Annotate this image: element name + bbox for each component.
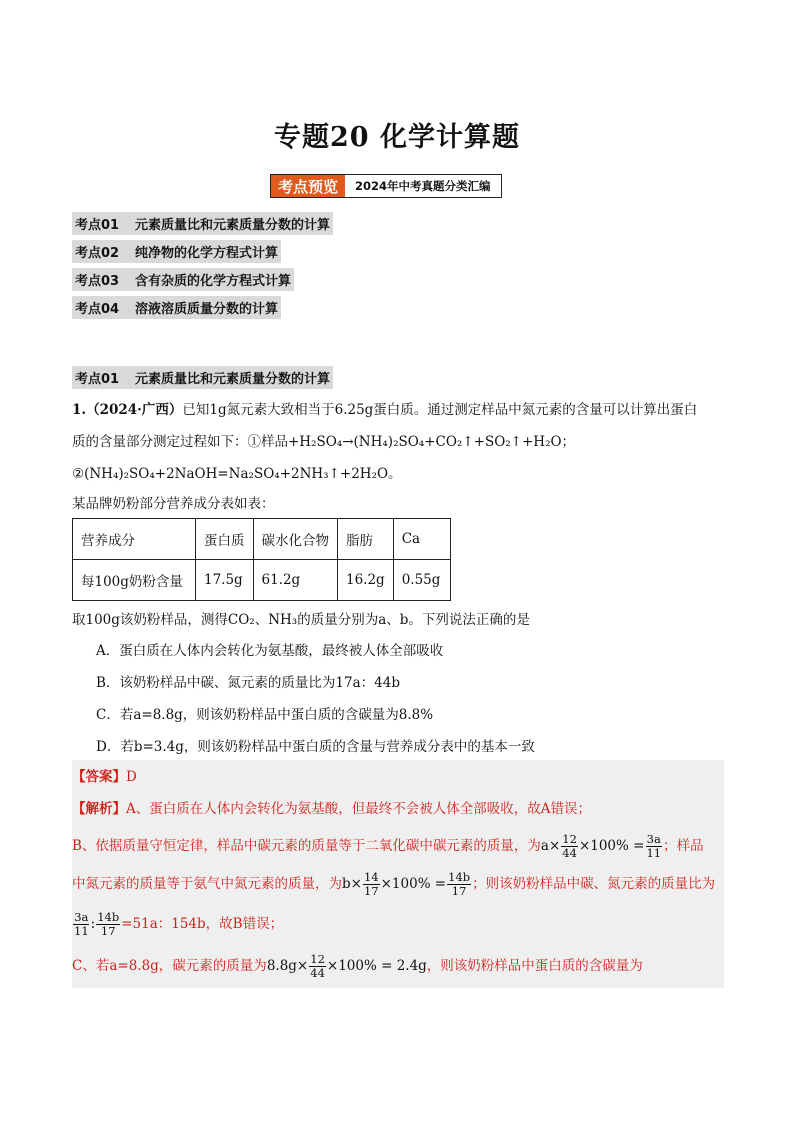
table-cell: 脂肪 bbox=[338, 519, 394, 560]
denominator: 17 bbox=[451, 884, 467, 898]
answer-value: D bbox=[126, 769, 137, 785]
numerator: 3a bbox=[74, 910, 89, 924]
table-cell: Ca bbox=[393, 519, 450, 560]
table-cell: 每100g奶粉含量 bbox=[73, 560, 196, 601]
table-row bbox=[73, 560, 451, 601]
question-line-2: 质的含量部分测定过程如下：①样品+H₂SO₄→(NH₄)₂SO₄+CO₂↑+SO₂↑+H₂O； bbox=[72, 434, 576, 450]
toc-item-label: 纯净物的化学方程式计算 bbox=[135, 246, 279, 261]
table-cell: 16.2g bbox=[338, 560, 394, 601]
question-text: 已知1g氮元素大致相当于6.25g蛋白质。通过测定样品中氮元素的含量可以计算出蛋白 bbox=[182, 402, 698, 418]
table-cell: 61.2g bbox=[253, 560, 338, 601]
option-d[interactable]: D．若b=3.4g，则该奶粉样品中蛋白质的含量与营养成分表中的基本一致 bbox=[96, 739, 535, 755]
toc-item-num: 考点03 bbox=[75, 274, 120, 289]
formula-part: b× bbox=[342, 876, 362, 892]
fraction bbox=[363, 871, 380, 898]
section-label: 元素质量比和元素质量分数的计算 bbox=[135, 372, 331, 387]
option-a[interactable]: A．蛋白质在人体内会转化为氨基酸，最终被人体全部吸收 bbox=[96, 643, 444, 659]
toc-item[interactable] bbox=[72, 212, 333, 235]
formula-part: : bbox=[90, 916, 96, 932]
formula-part: ×100% = 2.4g bbox=[326, 958, 427, 974]
fraction bbox=[309, 953, 326, 980]
fraction bbox=[561, 833, 578, 860]
badge-subtitle: 2024年中考真题分类汇编 bbox=[345, 175, 501, 197]
numerator: 12 bbox=[562, 832, 577, 846]
section-heading bbox=[72, 366, 333, 389]
numerator: 12 bbox=[310, 952, 325, 966]
formula-part: ×100% = bbox=[380, 876, 447, 892]
numerator: 3a bbox=[646, 832, 661, 846]
analysis-line-b2 bbox=[72, 870, 715, 898]
denominator: 17 bbox=[363, 884, 379, 898]
formula bbox=[266, 952, 427, 980]
question-source: （2024·广西） bbox=[86, 402, 183, 418]
numerator: 14b bbox=[448, 870, 471, 884]
denominator: 44 bbox=[562, 846, 577, 860]
nutrition-table bbox=[72, 518, 451, 601]
page-title: 专题20 化学计算题 bbox=[274, 122, 520, 153]
analysis-text: B、依据质量守恒定律，样品中碳元素的质量等于二氧化碳中碳元素的质量，为 bbox=[72, 838, 541, 854]
toc-item-num: 考点02 bbox=[75, 246, 120, 261]
denominator: 44 bbox=[310, 966, 325, 980]
analysis-text: ；则该奶粉样品中碳、氮元素的质量比为 bbox=[472, 876, 716, 892]
formula bbox=[72, 910, 121, 938]
table-cell: 蛋白质 bbox=[196, 519, 254, 560]
section-num: 考点01 bbox=[75, 372, 120, 387]
analysis-text: =51a：154b，故B错误； bbox=[121, 916, 284, 932]
fraction bbox=[447, 871, 471, 898]
toc-item[interactable] bbox=[72, 268, 294, 291]
fraction bbox=[96, 911, 120, 938]
table-row bbox=[73, 519, 451, 560]
formula-part: a× bbox=[540, 838, 561, 854]
analysis-line-b3 bbox=[72, 910, 283, 938]
question-line-3: ②(NH₄)₂SO₄+2NaOH=Na₂SO₄+2NH₃↑+2H₂O。 bbox=[72, 466, 402, 482]
option-c[interactable]: C．若a=8.8g，则该奶粉样品中蛋白质的含碳量为8.8% bbox=[96, 707, 434, 723]
toc-item-label: 溶液溶质质量分数的计算 bbox=[135, 302, 279, 317]
option-b[interactable]: B．该奶粉样品中碳、氮元素的质量比为17a：44b bbox=[96, 675, 400, 691]
analysis-text: C、若a=8.8g，碳元素的质量为 bbox=[72, 958, 267, 974]
fraction bbox=[73, 911, 90, 938]
denominator: 11 bbox=[74, 924, 89, 938]
badge-label: 考点预览 bbox=[271, 175, 345, 197]
numerator: 14 bbox=[363, 870, 379, 884]
toc-item[interactable] bbox=[72, 240, 281, 263]
toc-item-label: 元素质量比和元素质量分数的计算 bbox=[135, 218, 331, 233]
question-number: 1. bbox=[72, 402, 87, 418]
answer-label: 【答案】 bbox=[72, 769, 126, 785]
numerator: 14b bbox=[97, 910, 120, 924]
analysis-line-c1 bbox=[72, 952, 643, 980]
analysis-text: ，则该奶粉样品中蛋白质的含碳量为 bbox=[426, 958, 643, 974]
toc-item[interactable] bbox=[72, 296, 281, 319]
analysis-label: 【解析】 bbox=[72, 801, 126, 817]
question-line-4: 某品牌奶粉部分营养成分表如表： bbox=[72, 496, 275, 512]
denominator: 17 bbox=[100, 924, 116, 938]
formula bbox=[540, 832, 663, 860]
preview-badge bbox=[270, 174, 502, 198]
analysis-text: ；样品 bbox=[663, 838, 704, 854]
analysis-text: 中氮元素的质量等于氨气中氮元素的质量，为 bbox=[72, 876, 342, 892]
formula-part: ×100% = bbox=[578, 838, 645, 854]
table-cell: 碳水化合物 bbox=[253, 519, 338, 560]
analysis-text: A、蛋白质在人体内会转化为氨基酸，但最终不会被人体全部吸收，故A错误； bbox=[126, 801, 591, 817]
question-stem: 取100g该奶粉样品，测得CO₂、NH₃的质量分别为a、b。下列说法正确的是 bbox=[72, 612, 530, 628]
question-line-1 bbox=[72, 400, 697, 420]
toc-item-label: 含有杂质的化学方程式计算 bbox=[135, 274, 292, 289]
toc-item-num: 考点01 bbox=[75, 218, 120, 233]
fraction bbox=[645, 833, 662, 860]
answer-line bbox=[72, 767, 137, 787]
analysis-line-b1 bbox=[72, 832, 704, 860]
table-cell: 营养成分 bbox=[73, 519, 196, 560]
table-cell: 0.55g bbox=[393, 560, 450, 601]
formula bbox=[342, 870, 472, 898]
toc-item-num: 考点04 bbox=[75, 302, 120, 317]
denominator: 11 bbox=[646, 846, 662, 860]
table-cell: 17.5g bbox=[196, 560, 254, 601]
formula-part: 8.8g× bbox=[266, 958, 309, 974]
analysis-line-a bbox=[72, 799, 591, 819]
